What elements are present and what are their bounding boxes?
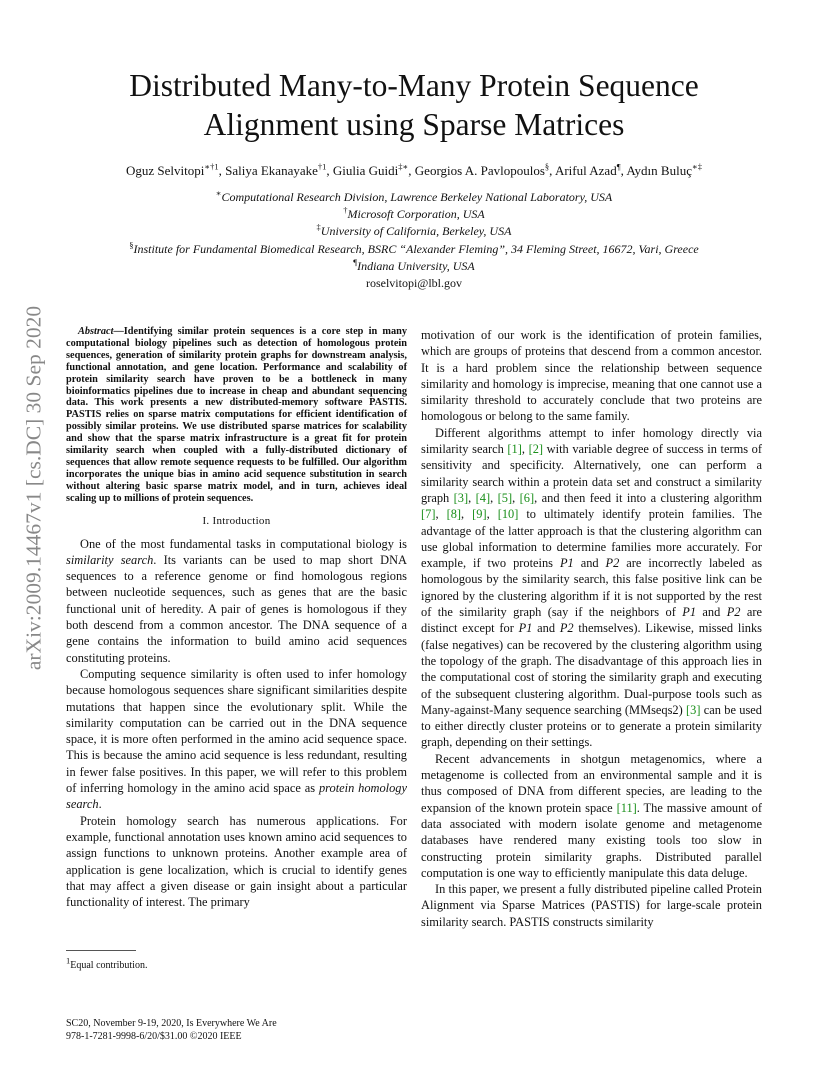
abstract bbox=[66, 326, 407, 505]
citation-link[interactable]: [11] bbox=[616, 800, 637, 815]
author-name: Aydın Buluç bbox=[626, 163, 692, 178]
author-mark: ‡∗ bbox=[398, 161, 409, 172]
arxiv-stamp bbox=[16, 298, 52, 678]
affiliations bbox=[30, 189, 798, 292]
affiliation-line: ‡University of California, Berkeley, USA bbox=[316, 222, 512, 239]
citation-link[interactable]: [3] bbox=[686, 702, 701, 717]
body-paragraph: Different algorithms attempt to infer homology directly via similarity search [1], [2] with variable degree of success in terms of sensitivity and specificity. Alternatively, one can perform a similarity search within a protein data set and construct a similarity graph [3], [4], [5], [6], and then feed it into a clustering algorithm [7], [8], [9], [10] to ultimately identify protein families. The advantage of the latter approach is that the clustering algorithm can use global information to determine families more accurately. For example, if two proteins P1 and P2 are incorrectly labeled as homologous by the similarity search, this false positive link can be ignored by the clustering algorithm if it is not supported by the rest of the similarity graph (say if the neighbors of P1 and P2 are distinct except for P1 and P2 themselves). Likewise, missed links (false negatives) can be recovered by the clustering algorithm using the topology of the graph. The disadvantage of this approach lies in the computational cost of storing the similarity graph and executing of the subsequent clustering algorithm. Dual-purpose tools such as Many-against-Many sequence searching (MMseqs2) [3] can be used to either directly cluster proteins or to generate a protein similarity graph, depending on their settings. bbox=[421, 425, 763, 750]
affiliation-line: ¶Indiana University, USA bbox=[353, 256, 475, 273]
author-mark: † bbox=[317, 161, 323, 172]
copyright-line: 978-1-7281-9998-6/20/$31.00 ©2020 IEEE bbox=[66, 1030, 242, 1042]
title-line-2: Alignment using Sparse Matrices bbox=[203, 107, 625, 142]
paper-title bbox=[60, 66, 768, 144]
section-title: Introduction bbox=[212, 514, 271, 527]
author-list: Oguz Selvitopi$^{∗\dagger 1}$, Saliya Ekanayake$^{\dagger 1}$, Giulia Guidi‡∗, Georgios A. Pavlopoulos§, Ariful Azad¶, Aydın Buluç∗‡ bbox=[125, 161, 702, 178]
affiliation-line: ∗Computational Research Division, Lawrence Berkeley National Laboratory, USA bbox=[215, 188, 613, 204]
affiliation-line: §Institute for Fundamental Biomedical Research, BSRC “Alexander Fleming”, 34 Fleming Street, 16672, Vari, Greece bbox=[129, 239, 699, 256]
citation-link[interactable]: [2] bbox=[528, 442, 544, 457]
contact-email[interactable]: roselvitopi@lbl.gov bbox=[365, 276, 463, 291]
citation-link[interactable]: [9] bbox=[472, 507, 487, 522]
author-name: Ariful Azad bbox=[554, 163, 617, 178]
author-name: Giulia Guidi bbox=[332, 163, 399, 178]
abstract-text: —Identifying similar protein sequences is a core step in many computational biology pipelines such as detection of homologous protein sequences, generation of similarity protein graphs for downstream analysis, functional annotation, and gene location. Performance and scalability of protein similarity search have proven to be a bottleneck in many bioinformatics pipelines due to increase in cheap and abundant sequencing data. This work presents a new distributed-memory software PASTIS. PASTIS relies on sparse matrix computations for efficient identification of possibly similar proteins. We use distributed sparse matrices for scalability and show that the sparse matrix infrastructure is a great fit for protein similarity search when coupled with a fully-distributed dictionary of sequences that allow remote sequence requests to be fulfilled. Our algorithm incorporates the unique bias in amino acid sequence substitution in search without altering basic sparse matrix model, and in turn, achieves ideal scaling up to millions of protein sequences. bbox=[66, 326, 407, 504]
citation-link[interactable]: [8] bbox=[446, 507, 462, 522]
body-paragraph: motivation of our work is the identification of protein families, which are groups of proteins that descend from a common ancestor. It is a hard problem since the relationship between sequence similarity and homology is imprecise, meaning that one cannot use a similarity threshold to accurately conclude that two proteins are homologous or belong to the same family. bbox=[421, 328, 762, 424]
author-name: Oguz Selvitopi bbox=[125, 163, 205, 178]
body-paragraph: Protein homology search has numerous applications. For example, functional annotation uses known amino acid sequences to assign functions to unknown proteins. Another example area of application is gene localization, which is crucial to identify genes that may affect a given disease or gain insight about a particular functionality of interest. The primary bbox=[66, 813, 407, 910]
body-paragraph: Recent advancements in shotgun metagenomics, where a metagenome is collected from an environmental sample and it is thus composed of DNA from different species, are leading to the expansion of the known protein space [11]. The massive amount of data associated with modern isolate genome and metagenome databases have rendered many existing tools too slow in constructing protein similarity graphs. Distributed parallel computation is one way to efficiently manipulate this data deluge. bbox=[421, 751, 762, 880]
affiliation-line: †Microsoft Corporation, USA bbox=[343, 205, 485, 222]
author-mark: ∗† bbox=[204, 161, 215, 172]
section-heading: I. Introduction bbox=[202, 514, 271, 527]
left-column bbox=[66, 326, 407, 910]
right-column bbox=[421, 327, 762, 930]
body-paragraph: One of the most fundamental tasks in computational biology is similarity search. Its variants can be used to map short DNA sequences to a reference genome or find homologous regions between nucleotide sequences, such as genes that are the basic functional unit of heredity. A pair of genes is homologous if they both descend from a common ancestor. The DNA sequence of a gene contains the information to build amino acid sequences constituting proteins. bbox=[66, 536, 407, 665]
citation-link[interactable]: [5] bbox=[497, 490, 513, 505]
author-mark: § bbox=[544, 161, 550, 172]
author-mark: ¶ bbox=[616, 161, 621, 172]
body-paragraph: In this paper, we present a fully distributed pipeline called Protein Alignment via Sparse Matrices (PASTIS) for large-scale protein similarity search. PASTIS constructs similarity bbox=[421, 882, 762, 929]
title-line-1: Distributed Many-to-Many Protein Sequence bbox=[129, 68, 699, 103]
body-paragraph: Computing sequence similarity is often used to infer homology because homologous sequences share significant similarities despite mutations that happen since the evolutionary split. While the similarity computation can be carried out in the DNA sequence space, it is more often performed in the amino acid sequence space. This is because the amino acid sequence is less redundant, resulting in fewer false positives. In this paper, we will refer to this problem of inferring homology in the amino acid space as protein homology search. bbox=[66, 666, 408, 812]
citation-link[interactable]: [4] bbox=[475, 490, 491, 505]
abstract-label: Abstract bbox=[78, 326, 114, 337]
arxiv-identifier: arXiv:2009.14467v1 [cs.DC] 30 Sep 2020 bbox=[21, 305, 46, 671]
author-mark: ∗‡ bbox=[691, 161, 702, 172]
author-name: Saliya Ekanayake bbox=[225, 163, 318, 178]
conference-info bbox=[66, 1018, 277, 1043]
citation-link[interactable]: [3] bbox=[453, 490, 469, 505]
citation-link[interactable]: [10] bbox=[497, 507, 519, 522]
citation-link[interactable]: [6] bbox=[519, 490, 535, 505]
conference-line: SC20, November 9-19, 2020, Is Everywhere We Are bbox=[66, 1018, 277, 1029]
citation-link[interactable]: [7] bbox=[421, 507, 436, 522]
author-name: Georgios A. Pavlopoulos bbox=[414, 163, 545, 178]
footnote-divider bbox=[66, 950, 136, 951]
footnote: $^1$Equal contribution. bbox=[66, 955, 148, 971]
citation-link[interactable]: [1] bbox=[507, 442, 522, 457]
